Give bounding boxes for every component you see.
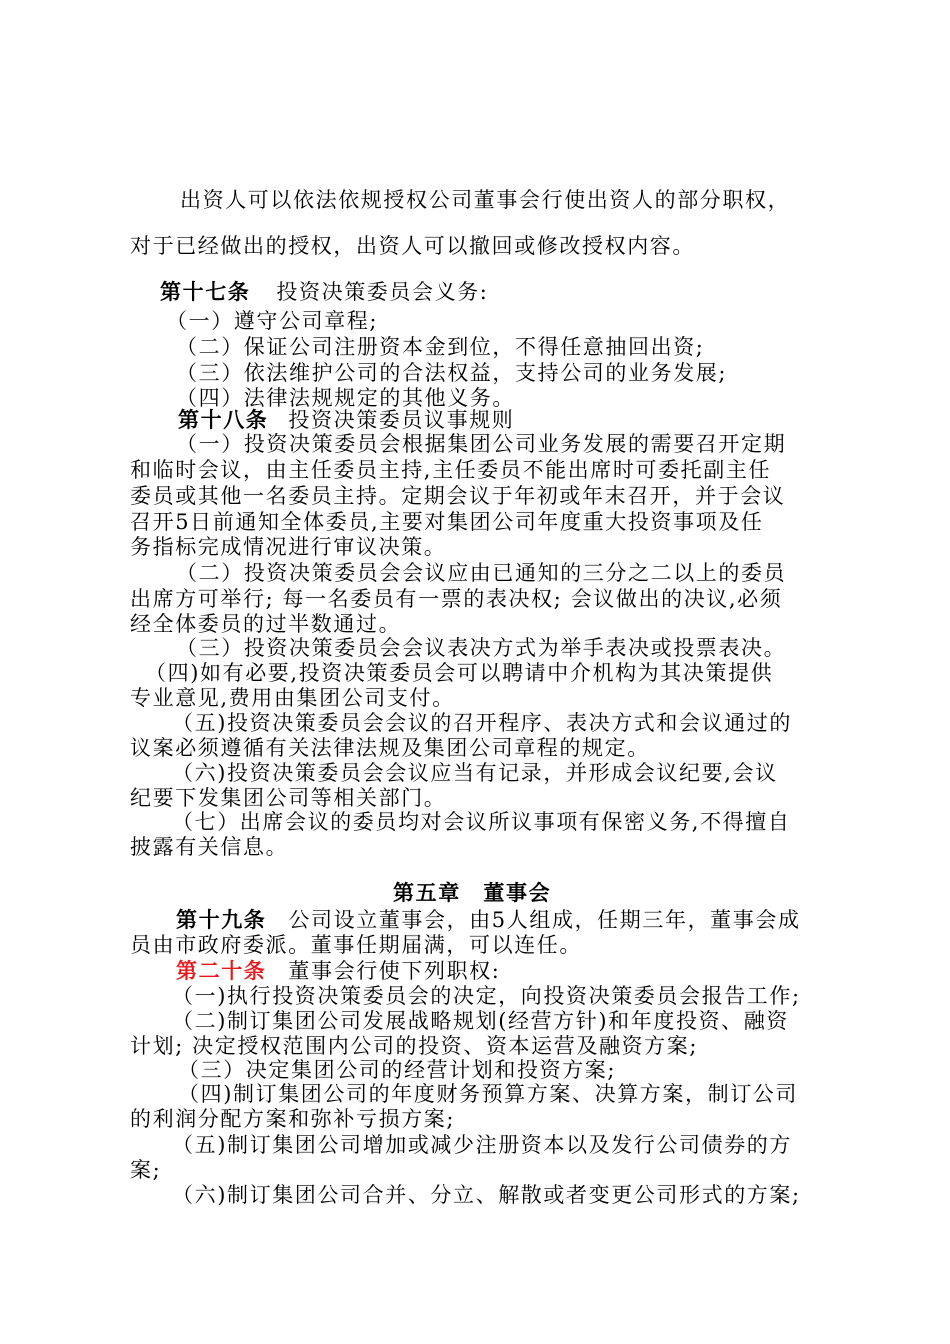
paragraph-line: 召开5日前通知全体委员,主要对集团公司年度重大投资事项及任 <box>130 510 764 534</box>
paragraph-line: 经全体委员的过半数通过。 <box>130 612 402 636</box>
paragraph-line: （五)投资决策委员会会议的召开程序、表决方式和会议通过的 <box>172 711 792 735</box>
list-item: （六)制订集团公司合并、分立、解散或者变更公司形式的方案; <box>172 1183 801 1207</box>
paragraph-line: 出资人可以依法依规授权公司董事会行使出资人的部分职权， <box>180 188 791 212</box>
list-item: （一)执行投资决策委员会的决定，向投资决策委员会报告工作; <box>172 984 801 1008</box>
paragraph-line: 务指标完成情况进行审议决策。 <box>130 535 447 559</box>
paragraph-line: （一）投资决策委员会根据集团公司业务发展的需要召开定期 <box>176 432 787 456</box>
article-text: 公司设立董事会，由5人组成，任期三年，董事会成 <box>288 908 801 932</box>
article-label: 第十八条 <box>178 407 269 432</box>
paragraph-line: 议案必须遵循有关法律法规及集团公司章程的规定。 <box>130 736 650 760</box>
article-label: 第二十条 <box>176 958 267 983</box>
paragraph-line: （四)如有必要,投资决策委员会可以聘请中介机构为其决策提供 <box>145 661 774 685</box>
list-item: （五)制订集团公司增加或减少注册资本以及发行公司债券的方 <box>172 1133 792 1157</box>
list-item: （四）法律法规规定的其他义务。 <box>176 386 515 410</box>
paragraph-line: 出席方可举行; 每一名委员有一票的表决权; 会议做出的决议,必须 <box>130 587 783 611</box>
paragraph-line: 对于已经做出的授权，出资人可以撤回或修改授权内容。 <box>130 234 695 258</box>
paragraph-line: （三）投资决策委员会会议表决方式为举手表决或投票表决。 <box>176 636 787 660</box>
article-17 <box>160 279 488 305</box>
paragraph-line: 委员或其他一名委员主持。定期会议于年初或年末召开，并于会议 <box>130 484 786 508</box>
paragraph-line: （六)投资决策委员会会议应当有记录，并形成会议纪要,会议 <box>172 761 778 785</box>
paragraph-line: 纪要下发集团公司等相关部门。 <box>130 786 447 810</box>
chapter-heading: 第五章 董事会 <box>393 880 552 905</box>
article-text: 投资决策委员会义务: <box>276 280 489 304</box>
article-19 <box>176 907 801 933</box>
list-item: （二)制订集团公司发展战略规划(经营方针)和年度投资、融资 <box>172 1009 789 1033</box>
paragraph-line: （七）出席会议的委员均对会议所议事项有保密义务,不得擅自 <box>172 810 791 834</box>
article-label: 第十九条 <box>176 907 267 932</box>
list-item: 的利润分配方案和弥补亏损方案; <box>130 1107 456 1131</box>
article-18 <box>178 407 514 433</box>
paragraph-line: （二）投资决策委员会会议应由已通知的三分之二以上的委员 <box>176 561 787 585</box>
list-item: （四)制订集团公司的年度财务预算方案、决算方案，制订公司 <box>178 1082 798 1106</box>
list-item: （三）依法维护公司的合法权益，支持公司的业务发展; <box>176 361 728 385</box>
paragraph-line: 披露有关信息。 <box>130 835 289 859</box>
list-item: 计划; 决定授权范围内公司的投资、资本运营及融资方案; <box>130 1034 699 1058</box>
list-item: （二）保证公司注册资本金到位，不得任意抽回出资; <box>176 335 705 359</box>
paragraph-line: 员由市政府委派。董事任期届满，可以连任。 <box>130 933 582 957</box>
list-item: （三）决定集团公司的经营计划和投资方案; <box>178 1058 617 1082</box>
article-text: 投资决策委员议事规则 <box>288 408 515 432</box>
list-item: 案; <box>130 1158 162 1182</box>
list-item: （一）遵守公司章程; <box>166 309 379 333</box>
paragraph-line: 专业意见,费用由集团公司支付。 <box>130 686 455 710</box>
article-text: 董事会行使下列职权: <box>288 959 501 983</box>
paragraph-line: 和临时会议，由主任委员主持,主任委员不能出席时可委托副主任 <box>130 458 772 482</box>
article-20 <box>176 958 500 984</box>
article-label: 第十七条 <box>160 279 251 304</box>
